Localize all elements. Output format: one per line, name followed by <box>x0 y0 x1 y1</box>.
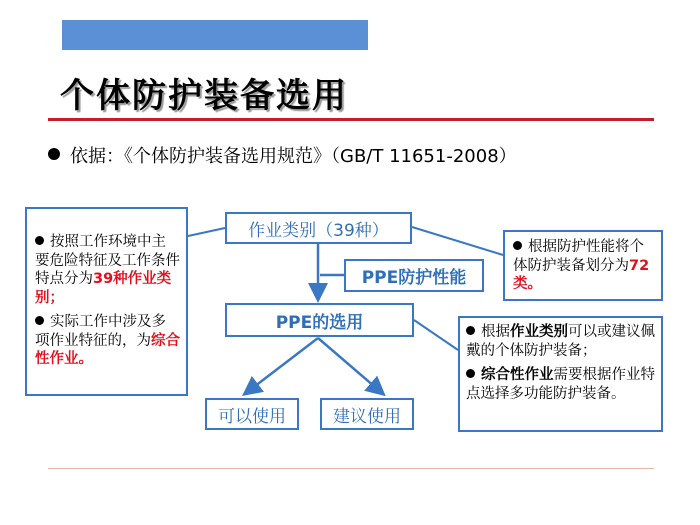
bullet-icon <box>466 369 475 378</box>
connector-right-top-note <box>412 227 503 255</box>
connector-left-note <box>188 228 225 236</box>
right-top-note-box <box>503 230 663 301</box>
basis-text: 依据：《个体防护装备选用规范》（GB/T 11651-2008） <box>70 146 517 167</box>
bullet-icon <box>466 326 475 335</box>
right-bottom-note-item-1: 根据作业类别可以或建议佩戴的个体防护装备； <box>466 324 655 359</box>
arrow-selection-to-usable <box>246 338 318 393</box>
right-bottom-note-item-2: 综合性作业需要根据作业特点选择多功能防护装备。 <box>466 367 655 402</box>
node-recommended: 建议使用 <box>320 398 414 430</box>
node-ppe-performance: PPE防护性能 <box>344 259 484 292</box>
node-ppe-selection: PPE的选用 <box>225 303 414 337</box>
connector-right-bottom-note <box>414 320 458 350</box>
node-job-category: 作业类别（39种） <box>225 212 412 244</box>
left-note-item-2: 实际工作中涉及多项作业特征的，为综合性作业。 <box>35 314 180 367</box>
bullet-icon <box>513 241 522 250</box>
bullet-icon <box>35 236 44 245</box>
left-note-box <box>25 207 188 396</box>
right-top-note-item: 根据防护性能将个体防护装备划分为72类。 <box>513 239 650 292</box>
bullet-icon <box>35 316 44 325</box>
node-usable: 可以使用 <box>205 398 299 430</box>
right-bottom-note-box <box>458 316 663 432</box>
page-title: 个体防护装备选用 <box>60 76 348 116</box>
arrow-selection-to-recommended <box>318 338 382 393</box>
footer-divider <box>48 468 654 469</box>
left-note-item-1: 按照工作环境中主要危险特征及工作条件特点分为39种作业类别； <box>35 234 180 306</box>
